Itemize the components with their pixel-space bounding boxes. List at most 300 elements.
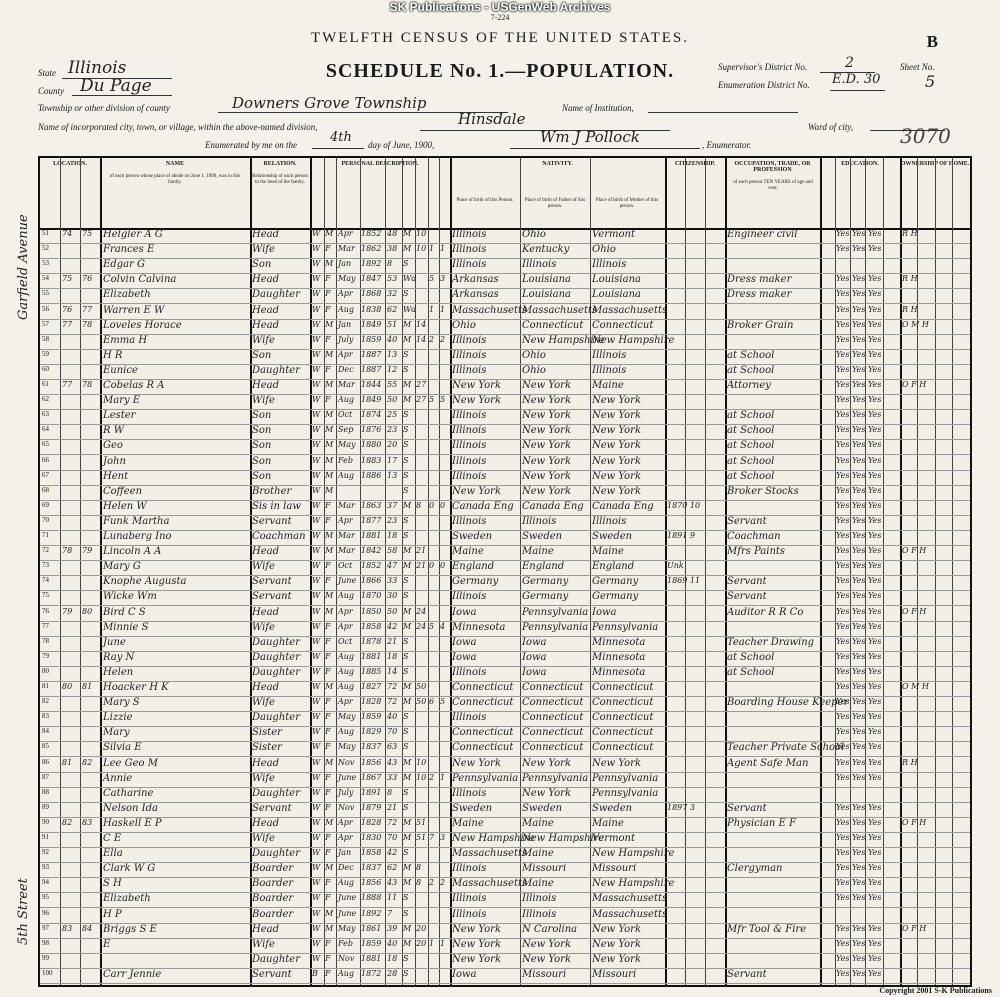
cell-age: 47: [387, 561, 398, 571]
cell-month: Apr: [338, 606, 353, 616]
cell-month: Apr: [338, 833, 353, 842]
cell-name: Nelson Ida: [103, 802, 158, 814]
cell-marital: M: [403, 380, 412, 389]
line-number: 61: [42, 380, 49, 388]
cell-month: Mar: [338, 531, 355, 540]
cell-relation: Wife: [252, 244, 275, 256]
enumerator-label: , Enumerator.: [702, 140, 752, 150]
cell-sex: F: [325, 802, 331, 812]
cell-color: W: [312, 682, 321, 691]
cell-edu: Yes Yes Yes: [836, 531, 882, 540]
cell-sex: F: [325, 833, 331, 842]
cell-mother: New York: [592, 440, 641, 452]
cell-year: 1867: [361, 772, 382, 782]
cell-father: Maine: [522, 546, 554, 558]
cell-age: 17: [387, 455, 398, 465]
cell-age: 18: [387, 651, 398, 661]
cell-mother-of: 2: [429, 878, 435, 888]
cell-sex: F: [325, 787, 331, 797]
cell-color: W: [312, 802, 321, 812]
cell-father: Iowa: [522, 666, 547, 678]
cell-sex: F: [325, 848, 331, 858]
cell-mother: New Hampshire: [592, 878, 675, 890]
cell-month: Apr: [338, 515, 353, 525]
cell-father: Connecticut: [522, 682, 584, 693]
city-label: Name of incorporated city, town, or village, within the above-named division,: [38, 122, 318, 132]
cell-living: 1: [440, 244, 446, 254]
cell-edu: Yes Yes Yes: [836, 666, 882, 676]
cell-marital: M: [403, 878, 412, 888]
cell-name: Carr Jennie: [103, 968, 162, 980]
line-number: 74: [42, 576, 49, 585]
cell-age: 32: [387, 289, 398, 299]
table-row: [40, 862, 970, 878]
cell-mother: Louisiana: [592, 274, 641, 286]
cell-color: W: [312, 787, 321, 797]
cell-sex: M: [325, 425, 334, 435]
cell-sex: M: [325, 259, 334, 269]
cell-dwelling: 76: [62, 304, 73, 314]
line-number: 87: [42, 772, 49, 781]
cell-mother: New York: [592, 953, 641, 965]
cell-age: 13: [387, 470, 398, 480]
cell-occupation: Mfrs Paints: [727, 546, 786, 558]
cell-mother: Louisiana: [592, 289, 641, 301]
cell-year: 1849: [361, 395, 382, 405]
cell-year: 1838: [361, 304, 382, 314]
table-row: [40, 379, 970, 395]
cell-mother: Connecticut: [592, 697, 654, 709]
table-row: [40, 545, 970, 561]
cell-marital: S: [403, 364, 409, 374]
cell-years-married: 24: [416, 621, 427, 631]
cell-sex: M: [325, 455, 334, 465]
line-number: 60: [42, 364, 49, 373]
cell-relation: Wife: [252, 621, 275, 633]
cell-own: O F H: [902, 606, 927, 616]
cell-color: W: [312, 772, 321, 782]
line-number: 88: [42, 787, 49, 796]
cell-month: June: [338, 908, 357, 918]
cell-mother: Illinois: [592, 515, 627, 527]
cell-edu: Yes Yes Yes: [836, 244, 882, 254]
cell-color: W: [312, 531, 321, 540]
cell-edu: Yes Yes Yes: [836, 893, 882, 903]
cell-father: New York: [522, 380, 571, 391]
cell-mother: New York: [592, 410, 641, 422]
cell-relation: Sister: [252, 742, 282, 754]
cell-month: May: [338, 712, 356, 722]
cell-age: 18: [387, 531, 398, 540]
cell-edu: Yes Yes Yes: [836, 742, 882, 752]
table-row: [40, 877, 970, 893]
line-number: 53: [42, 259, 49, 268]
cell-immig: 1897 3: [667, 802, 695, 812]
cell-birth: Connecticut: [452, 742, 514, 754]
cell-year: 1878: [361, 636, 382, 646]
cell-mother-of: 2: [429, 772, 435, 782]
cell-occupation: Servant: [727, 591, 767, 603]
cell-sex: F: [325, 636, 331, 646]
cell-years-married: 50: [416, 682, 427, 691]
cell-month: June: [338, 576, 357, 586]
table-row: [40, 696, 970, 712]
cell-father: Massachusetts: [522, 304, 598, 316]
cell-color: W: [312, 636, 321, 646]
cell-sex: M: [325, 682, 334, 691]
table-row: [40, 817, 970, 833]
cell-sex: F: [325, 666, 331, 676]
township-value: Downers Grove Township: [232, 94, 427, 112]
copyright: Copyright 2001 S-K Publications: [879, 986, 992, 995]
cell-mother: Massachusetts: [592, 304, 668, 316]
cell-years-married: 10: [416, 772, 427, 782]
cell-color: W: [312, 380, 321, 389]
table-row: [40, 319, 970, 335]
line-number: 54: [42, 274, 49, 283]
cell-years-married: 8: [416, 863, 422, 873]
cell-relation: Wife: [252, 697, 275, 709]
cell-name: Lester: [103, 410, 136, 422]
cell-color: W: [312, 515, 321, 525]
cell-year: 1858: [361, 848, 382, 858]
cell-family: 77: [82, 304, 93, 314]
table-row: [40, 334, 970, 350]
cell-month: July: [338, 334, 354, 344]
cell-mother-of: 5: [429, 274, 435, 284]
cell-edu: Yes Yes Yes: [836, 440, 882, 450]
cell-year: 1830: [361, 833, 382, 842]
cell-marital: M: [403, 682, 412, 691]
cell-father: Illinois: [522, 515, 557, 527]
cell-marital: M: [403, 319, 412, 329]
cell-age: 14: [387, 666, 398, 676]
cell-marital: S: [403, 636, 409, 646]
cell-father: New York: [522, 757, 571, 769]
enumerator-value: Wm J Pollock: [540, 128, 640, 146]
cell-father: Canada Eng: [522, 500, 584, 512]
cell-month: Jan: [338, 259, 352, 269]
cell-relation: Head: [252, 274, 280, 286]
line-number: 71: [42, 531, 49, 539]
table-row: [40, 741, 970, 757]
cell-living: 0: [440, 500, 446, 510]
cell-sex: M: [325, 863, 334, 873]
cell-relation: Head: [252, 304, 280, 316]
cell-age: 28: [387, 968, 398, 978]
cell-years-married: 14: [416, 334, 427, 344]
col-birth-father: Place of birth of Father of this person.: [524, 198, 586, 209]
table-row: [40, 349, 970, 365]
cell-mother: Connecticut: [592, 682, 654, 693]
cell-edu: Yes Yes Yes: [836, 410, 882, 420]
cell-marital: S: [403, 953, 409, 963]
cell-month: Aug: [338, 304, 355, 314]
cell-sex: F: [325, 561, 331, 571]
cell-birth: Minnesota: [452, 621, 506, 633]
line-number: 79: [42, 651, 49, 660]
cell-sex: F: [325, 515, 331, 525]
cell-living: 5: [440, 697, 446, 707]
cell-name: Bird C S: [103, 606, 146, 618]
table-row: [40, 530, 970, 546]
cell-year: 1828: [361, 817, 382, 827]
cell-own: O F H: [902, 817, 927, 827]
cell-years-married: 27: [416, 380, 427, 389]
cell-age: 12: [387, 364, 398, 374]
cell-age: 40: [387, 712, 398, 722]
enum-district-label: Enumeration District No.: [718, 80, 810, 90]
cell-birth: Illinois: [452, 244, 487, 256]
cell-name: R W: [103, 425, 124, 437]
cell-years-married: 8: [416, 878, 422, 888]
cell-month: Apr: [338, 697, 353, 707]
cell-edu: Yes Yes Yes: [836, 863, 882, 873]
line-number: 97: [42, 923, 49, 932]
cell-father: New Hampshire: [522, 833, 605, 844]
cell-name: John: [103, 455, 126, 467]
archive-banner: SK Publications - USGenWeb Archives: [389, 0, 611, 14]
cell-marital: M: [403, 546, 412, 556]
cell-relation: Brother: [252, 485, 292, 497]
cell-name: Briggs S E: [103, 923, 157, 935]
cell-relation: Wife: [252, 334, 275, 346]
cell-mother: Vermont: [592, 833, 635, 844]
cell-mother: Pennsylvania: [592, 621, 659, 633]
cell-age: 11: [387, 893, 398, 903]
cell-age: 20: [387, 440, 398, 450]
cell-mother: England: [592, 561, 635, 573]
cell-year: 1847: [361, 274, 382, 284]
cell-father: Maine: [522, 817, 554, 829]
cell-father: Illinois: [522, 893, 557, 905]
col-birth-mother: Place of birth of Mother of this person.: [595, 198, 659, 209]
cell-sex: F: [325, 621, 331, 631]
form-number: 7-224: [490, 13, 510, 22]
cell-mother-of: 1: [429, 304, 435, 314]
cell-birth: Illinois: [452, 349, 487, 361]
cell-edu: Yes Yes Yes: [836, 651, 882, 661]
cell-birth: Maine: [452, 817, 484, 829]
cell-color: W: [312, 863, 321, 873]
cell-name: S H: [103, 878, 122, 890]
cell-relation: Daughter: [252, 712, 300, 724]
cell-relation: Boarder: [252, 863, 294, 875]
cell-name: Geo: [103, 440, 123, 452]
cell-birth: Illinois: [452, 515, 487, 527]
line-number: 76: [42, 606, 49, 615]
cell-month: May: [338, 440, 356, 450]
cell-edu: Yes Yes Yes: [836, 591, 882, 601]
cell-years-married: 14: [416, 319, 427, 329]
cell-marital: M: [403, 938, 412, 948]
cell-mother: Connecticut: [592, 742, 654, 754]
line-number: 86: [42, 757, 49, 766]
cell-relation: Boarder: [252, 908, 294, 920]
cell-marital: S: [403, 848, 409, 858]
cell-own: O F H: [902, 380, 927, 389]
cell-relation: Servant: [252, 591, 292, 603]
cell-immig: 1891 9: [667, 531, 695, 540]
cell-relation: Head: [252, 682, 280, 693]
cell-month: Aug: [338, 395, 355, 405]
cell-name: Colvin Calvina: [103, 274, 177, 286]
cell-relation: Head: [252, 546, 280, 558]
cell-edu: Yes Yes Yes: [836, 576, 882, 586]
cell-year: 1828: [361, 697, 382, 707]
table-row: [40, 636, 970, 652]
cell-father: Pennsylvania: [522, 606, 589, 618]
cell-age: 7: [387, 908, 393, 918]
cell-age: 70: [387, 727, 398, 737]
cell-year: 1876: [361, 425, 382, 435]
cell-birth: Illinois: [452, 364, 487, 376]
cell-living: 1: [440, 304, 446, 314]
cell-sex: F: [325, 651, 331, 661]
cell-occupation: at School: [727, 470, 775, 482]
line-number: 68: [42, 485, 49, 494]
cell-father: Kentucky: [522, 244, 570, 256]
cell-relation: Servant: [252, 802, 292, 814]
cell-birth: Arkansas: [452, 289, 499, 301]
cell-sex: M: [325, 380, 334, 389]
cell-occupation: Servant: [727, 802, 767, 814]
cell-month: Aug: [338, 878, 355, 888]
cell-occupation: Engineer civil: [727, 229, 798, 240]
day-value: 4th: [330, 130, 352, 145]
cell-marital: S: [403, 455, 409, 465]
line-number: 66: [42, 455, 49, 464]
cell-father: Germany: [522, 591, 569, 603]
cell-relation: Head: [252, 319, 280, 331]
table-row: [40, 757, 970, 773]
cell-month: Oct: [338, 410, 353, 420]
cell-years-married: 27: [416, 395, 427, 405]
cell-occupation: Clergyman: [727, 863, 783, 875]
cell-occupation: at School: [727, 364, 775, 376]
cell-relation: Wife: [252, 938, 275, 950]
cell-edu: Yes Yes Yes: [836, 772, 882, 782]
cell-year: 1861: [361, 923, 382, 933]
table-row: [40, 228, 970, 244]
cell-family: 83: [82, 817, 93, 827]
sheet-label: Sheet No.: [900, 62, 935, 72]
cell-color: W: [312, 666, 321, 676]
cell-year: 1844: [361, 380, 382, 389]
cell-mother: Pennsylvania: [592, 787, 659, 799]
table-row: [40, 847, 970, 863]
cell-birth: New Hampshire: [452, 833, 535, 844]
cell-father: Missouri: [522, 968, 567, 980]
cell-family: 76: [82, 274, 93, 284]
cell-dwelling: 80: [62, 682, 73, 691]
cell-relation: Servant: [252, 515, 292, 527]
cell-mother: New York: [592, 485, 641, 497]
line-number: 64: [42, 425, 49, 434]
cell-relation: Boarder: [252, 878, 294, 890]
line-number: 58: [42, 334, 49, 343]
cell-family: 81: [82, 682, 93, 691]
table-row: [40, 485, 970, 501]
cell-color: W: [312, 591, 321, 601]
cell-edu: Yes Yes Yes: [836, 380, 882, 389]
table-row: [40, 364, 970, 380]
cell-relation: Daughter: [252, 848, 300, 860]
cell-birth: Sweden: [452, 531, 493, 542]
cell-sex: F: [325, 712, 331, 722]
cell-father: New York: [522, 953, 571, 965]
line-number: 63: [42, 410, 49, 419]
cell-age: 33: [387, 772, 398, 782]
cell-sex: F: [325, 968, 331, 978]
cell-year: 1859: [361, 938, 382, 948]
cell-edu: Yes Yes Yes: [836, 697, 882, 707]
cell-father: New York: [522, 455, 571, 467]
table-row: [40, 424, 970, 440]
cell-age: 21: [387, 636, 398, 646]
state-label: State: [38, 68, 56, 78]
cell-birth: Iowa: [452, 651, 477, 663]
cell-relation: Boarder: [252, 893, 294, 905]
cell-year: 1859: [361, 334, 382, 344]
cell-occupation: Teacher Private School: [727, 742, 845, 754]
cell-mother: Iowa: [592, 606, 617, 618]
line-number: 59: [42, 349, 49, 358]
line-number: 80: [42, 666, 49, 675]
cell-sex: M: [325, 349, 334, 359]
cell-color: W: [312, 455, 321, 465]
line-number: 78: [42, 636, 49, 645]
cell-marital: S: [403, 893, 409, 903]
col-group-citizenship: CITIZENSHIP.: [674, 161, 716, 167]
cell-mother: Massachusetts: [592, 908, 668, 920]
cell-color: W: [312, 742, 321, 752]
cell-mother: New York: [592, 938, 641, 950]
cell-marital: M: [403, 772, 412, 782]
cell-year: 1829: [361, 727, 382, 737]
line-number: 93: [42, 863, 49, 872]
cell-father: Iowa: [522, 636, 547, 648]
cell-occupation: at School: [727, 651, 775, 663]
cell-occupation: Mfr Tool & Fire: [727, 923, 807, 935]
cell-sex: F: [325, 772, 331, 782]
cell-family: 80: [82, 606, 93, 616]
cell-dwelling: 78: [62, 546, 73, 556]
cell-father: New York: [522, 470, 571, 482]
cell-relation: Head: [252, 606, 280, 618]
cell-father: New York: [522, 485, 571, 497]
cell-edu: Yes Yes Yes: [836, 425, 882, 435]
cell-year: 1856: [361, 878, 382, 888]
cell-marital: S: [403, 908, 409, 918]
cell-name: Lincoln A A: [103, 546, 162, 558]
cell-own: O F H: [902, 546, 927, 556]
cell-month: May: [338, 274, 356, 284]
cell-marital: Wd: [403, 304, 417, 314]
cell-birth: England: [452, 561, 495, 573]
cell-year: 1856: [361, 757, 382, 767]
cell-edu: Yes Yes Yes: [836, 485, 882, 495]
cell-sex: M: [325, 591, 334, 601]
cell-relation: Head: [252, 923, 280, 935]
sheet-value: 5: [925, 72, 936, 91]
cell-color: W: [312, 576, 321, 586]
cell-color: W: [312, 244, 321, 254]
cell-color: W: [312, 757, 321, 767]
cell-father: Pennsylvania: [522, 772, 589, 784]
line-number: 69: [42, 500, 49, 509]
cell-year: 1859: [361, 712, 382, 722]
